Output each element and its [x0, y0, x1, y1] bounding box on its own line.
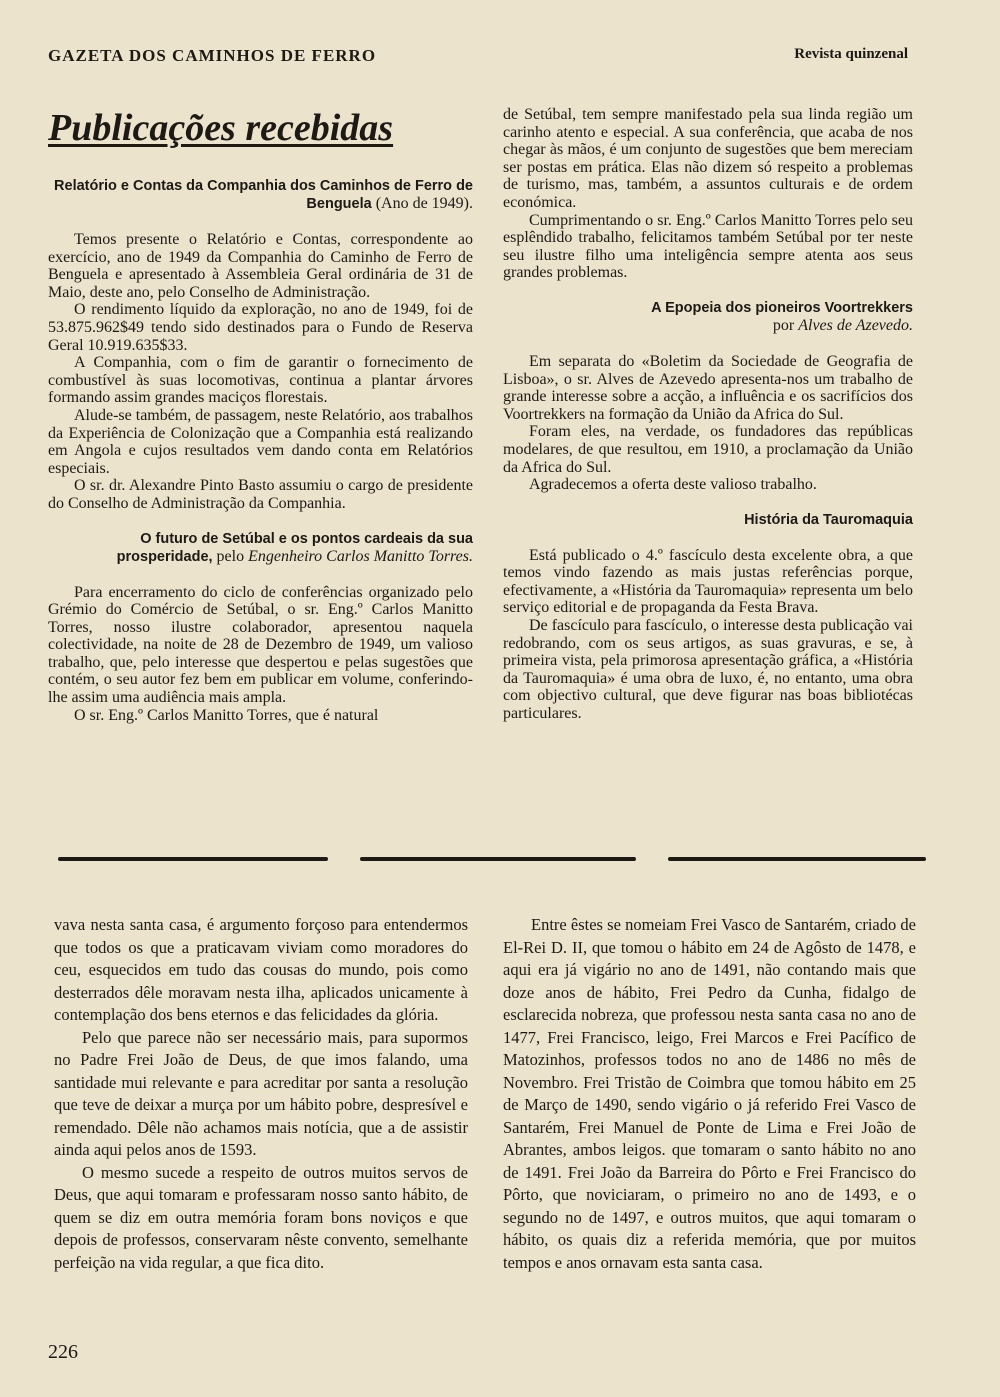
- paragraph: de Setúbal, tem sempre manifestado pela sua linda região um carinho atento e especial. A sua conferência, que acaba de nos chegar às mãos, é um conjunto de sugestões que bem mereciam ser postas em prática. Elas não dizem só respeito a problemas de turismo, mas, também, a assuntos culturais e de ordem económica.: [503, 106, 913, 211]
- review-heading-setubal: [48, 531, 473, 566]
- review-heading-tauromaquia: História da Tauromaquia: [744, 511, 913, 528]
- column-right-bottom: [503, 914, 916, 1274]
- paragraph: Cumprimentando o sr. Eng.º Carlos Manitto Torres pelo seu esplêndido trabalho, felicitamos também Setúbal por ter neste seu ilustre filho uma inteligência sempre atenta aos seus grandes problemas.: [503, 211, 913, 282]
- paragraph: A Companhia, com o fim de garantir o fornecimento de combustível às suas locomotivas, continua a plantar árvores formando assim grandes maciços florestais.: [48, 354, 473, 407]
- paragraph: O mesmo sucede a respeito de outros muitos servos de Deus, que aqui tomaram e professaram nosso santo hábito, de quem se diz em outra memória foram bons noviços e que depois de professos, conservaram nêste convento, semelhante perfeição na vida regular, a que fica dito.: [54, 1162, 468, 1272]
- paragraph: vava nesta santa casa, é argumento forçoso para entendermos que todos os que a praticavam viviam como moradores do ceu, esquecidos em tudo das cousas do mundo, pois como desterrados dêle moravam nesta ilha, aplicados unicamente à contemplação dos bens eternos e das felicidades da glória.: [54, 915, 468, 1024]
- journal-tagline: Revista quinzenal: [794, 46, 908, 62]
- column-right-top: [503, 106, 913, 723]
- paragraph: O rendimento líquido da exploração, no ano de 1949, foi de 53.875.962$49 tendo sido destinados para o Fundo de Reserva Geral 10.919.635$33.: [48, 301, 473, 354]
- paragraph: Foram eles, na verdade, os fundadores das repúblicas modelares, de que resultou, em 1910, a proclamação da União da Africa do Sul.: [503, 423, 913, 476]
- divider-rule: [360, 857, 636, 861]
- review-heading-voortrekkers: [503, 300, 913, 335]
- paragraph: Pelo que parece não ser necessário mais, para supormos no Padre Frei João de Deus, de que imos falando, uma santidade mui relevante e para acreditar por santa a resolução que teve de deixar a murça por um hábito pobre, despresível e remendado. Dêle não achamos mais notícia, que a de assistir ainda aqui pelos anos de 1593.: [54, 1027, 468, 1159]
- paragraph: De fascículo para fascículo, o interesse desta publicação vai redobrando, com os seus artigos, as suas gravuras, e se, à primeira vista, pela primorosa apresentação gráfica, a «História da Tauromaquia» é uma obra de luxo, é, no entanto, uma obra com objectivo cultural, que deve figurar nas boas bibliotécas particulares.: [503, 617, 913, 723]
- divider-rule: [58, 857, 328, 861]
- paragraph: O sr. Eng.º Carlos Manitto Torres, que é natural: [74, 706, 379, 724]
- heading-por: por: [772, 316, 799, 334]
- paragraph: Agradecemos a oferta deste valioso trabalho.: [529, 476, 817, 494]
- divider-rule: [668, 857, 926, 861]
- column-left-bottom: [54, 914, 468, 1274]
- page-number: 226: [48, 1341, 78, 1363]
- paragraph: Temos presente o Relatório e Contas, correspondente ao exercício, ano de 1949 da Companhia do Caminho de Ferro de Benguela e apresentado à Assembleia Geral ordinária de 31 de Maio, deste ano, pelo Conselho de Administração.: [48, 231, 473, 301]
- heading-pelo: pelo: [212, 547, 249, 565]
- heading-author: Alves de Azevedo.: [798, 316, 913, 334]
- heading-author: Engenheiro Carlos Manitto Torres.: [248, 547, 473, 565]
- section-title: Publicações recebidas: [48, 107, 394, 149]
- heading-bold-text: O futuro de Setúbal e os pontos cardeais da sua prosperidade,: [116, 530, 473, 565]
- journal-title: GAZETA DOS CAMINHOS DE FERRO: [48, 46, 377, 65]
- paragraph: Está publicado o 4.º fascículo desta excelente obra, a que temos vindo fazendo as mais justas referências porque, efectivamente, a «História da Tauromaquia» representa um belo serviço editorial e de propaganda da Festa Brava.: [503, 546, 913, 617]
- heading-bold-text: Relatório e Contas da Companhia dos Caminhos de Ferro de Benguela: [54, 178, 473, 212]
- heading-year: (Ano de 1949).: [371, 195, 473, 212]
- review-heading-benguela: [48, 178, 473, 213]
- heading-bold-text: A Epopeia dos pioneiros Voortrekkers: [651, 299, 913, 316]
- paragraph: Entre êstes se nomeiam Frei Vasco de Santarém, criado de El-Rei D. II, que tomou o hábito em 24 de Agôsto de 1478, e aqui era já vigário no ano de 1491, não contando mais que doze anos de hábito, Frei Pedro da Cunha, fidalgo de esclarecida nobreza, que professou nesta santa casa no ano de 1477, Frei Francisco, leigo, Frei Marcos e Frei Pacífico de Matozinhos, professos todos no ano de 1486 no mês de Novembro. Frei Tristão de Coimbra que tomou hábito em 25 de Março de 1490, sendo vigário o já referido Frei Vasco de Santarém, Frei Manuel de Ponte de Lima e Frei João de Abrantes, ambos leigos. que tomaram o santo hábito no ano de 1491. Frei João da Barreira do Pôrto e Frei Francisco do Pôrto, que noviciaram, o primeiro no ano de 1493, e o segundo no de 1497, e outros muitos, que aqui tomaram o hábito, os quais diz a referida memória, que por muitos tempos e anos ornavam esta santa casa.: [503, 915, 916, 1272]
- paragraph: Alude-se também, de passagem, neste Relatório, aos trabalhos da Experiência de Colonização que a Companhia está realizando em Angola e cujos resultados vem dando conta em Relatórios especiais.: [48, 406, 473, 477]
- paragraph: Em separata do «Boletim da Sociedade de Geografia de Lisboa», o sr. Alves de Azevedo apresenta-nos um trabalho de grande interesse sobre a acção, a influência e os sacrifícios dos Voortrekkers na formação da União da Africa do Sul.: [503, 352, 913, 423]
- paragraph: Para encerramento do ciclo de conferências organizado pelo Grémio do Comércio de Setúbal, o sr. Eng.º Carlos Manitto Torres, nosso ilustre colaborador, apresentou naquela colectividade, na noite de 28 de Dezembro de 1949, um valioso trabalho, que, pelo interesse que despertou e pelas sugestões que contém, o seu autor fez bem em publicar em volume, conferindo-lhe assim uma audiência mais ampla.: [48, 583, 473, 707]
- column-left-top: [48, 178, 473, 724]
- paragraph: O sr. dr. Alexandre Pinto Basto assumiu o cargo de presidente do Conselho de Administração da Companhia.: [48, 477, 473, 512]
